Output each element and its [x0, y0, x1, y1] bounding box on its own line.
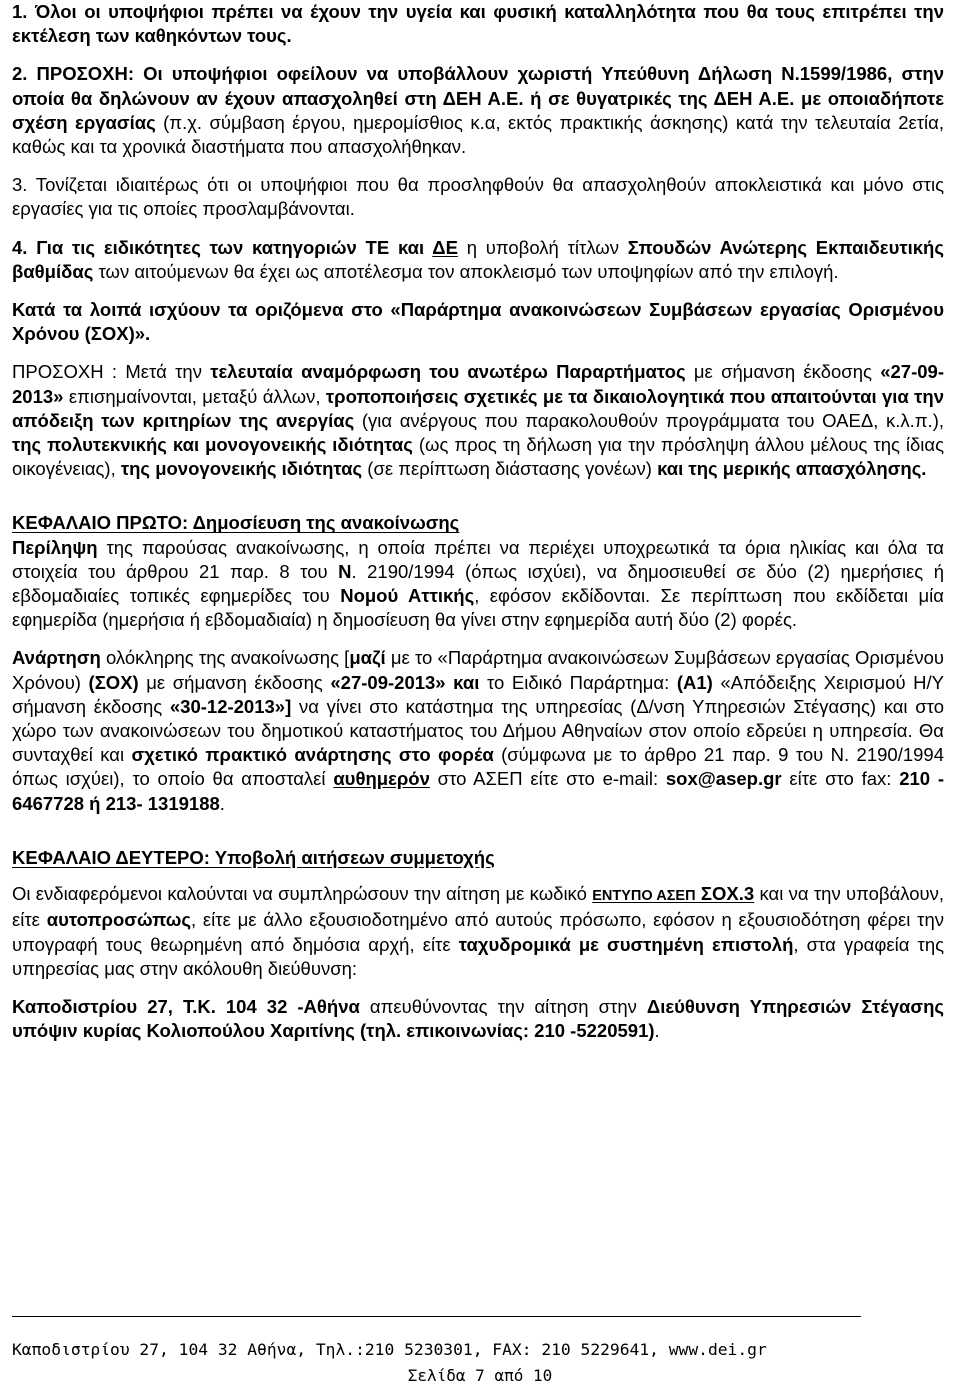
- paragraph-5: Κατά τα λοιπά ισχύουν τα οριζόμενα στο «Παράρτημα ανακοινώσεων Συμβάσεων εργασίας Ορισμένου Χρόνου (ΣΟΧ)».: [12, 299, 944, 345]
- paragraph-3: 3. Τονίζεται ιδιαιτέρως ότι οι υποψήφιοι που θα προσληφθούν θα απασχοληθούν αποκλειστικά και μόνο στις εργασίες για τις οποίες προσλαμβάνονται.: [12, 174, 944, 220]
- page-number: Σελίδα 7 από 10: [407, 1366, 553, 1385]
- footer-divider: [12, 1316, 861, 1317]
- chapter-1-summary: Περίληψη της παρούσας ανακοίνωσης, η οποία πρέπει να περιέχει υποχρεωτικά τα όρια ηλικίας και όλα τα στοιχεία του άρθρου 21 παρ. 8 του Ν. 2190/1994 (όπως ισχύει), να δημοσιευθεί σε δύο (2) ημερήσιες ή εβδομαδιαίες τοπικές εφημερίδες του Νομού Αττικής, εφόσον εκδίδονται. Σε περίπτωση που εκδίδεται μία εφημερίδα (ημερήσια ή εβδομαδιαία) η δημοσίευση θα γίνει στην εφημερίδα αυτή δύο (2) φορές.: [12, 536, 944, 631]
- chapter-2-address: Καποδιστρίου 27, Τ.Κ. 104 32 -Αθήνα απευθύνοντας την αίτηση στην Διεύθυνση Υπηρεσιών Στέγασης υπόψιν κυρίας Κολιοπούλου Χαριτίνης (τηλ. επικοινωνίας: 210 -5220591).: [12, 995, 944, 1042]
- paragraph-1: 1. Όλοι οι υποψήφιοι πρέπει να έχουν την υγεία και φυσική καταλληλότητα που θα τους επιτρέπει την εκτέλεση των καθηκόντων τους.: [12, 1, 944, 47]
- chapter-1-heading: ΚΕΦΑΛΑΙΟ ΠΡΩΤΟ: Δημοσίευση της ανακοίνωσης: [12, 512, 460, 534]
- paragraph-2: 2. ΠΡΟΣΟΧΗ: Οι υποψήφιοι οφείλουν να υποβάλλουν χωριστή Υπεύθυνη Δήλωση Ν.1599/1986, στην οποία θα δηλώνουν αν έχουν απασχοληθεί στη ΔΕΗ Α.Ε. ή σε θυγατρικές της ΔΕΗ Α.Ε. με οποιαδήποτε σχέση εργασίας (π.χ. σύμβαση έργου, ημερομίσθιος κ.α, εκτός πρακτικής άσκησης) κατά την τελευταία 2ετία, καθώς και τα χρονικά διαστήματα που απασχολήθηκαν.: [12, 63, 944, 158]
- footer-address: Καποδιστρίου 27, 104 32 Αθήνα, Τηλ.:210 5230301, FAX: 210 5229641, www.dei.gr: [12, 1340, 767, 1359]
- paragraph-attention: ΠΡΟΣΟΧΗ : Μετά την τελευταία αναμόρφωση του ανωτέρω Παραρτήματος με σήμανση έκδοσης «27-09-2013» επισημαίνονται, μεταξύ άλλων, τροποποιήσεις σχετικές με τα δικαιολογητικά που απαιτούνται για την απόδειξη των κριτηρίων της ανεργίας (για ανέργους που παρακολουθούν προγράμματα του ΟΑΕΔ, κ.λ.π.), της πολυτεκνικής και μονογονεικής ιδιότητας (ως προς τη δήλωση για την πρόσληψη άλλου μέλους της ίδιας οικογένειας), της μονογονεικής ιδιότητας (σε περίπτωση διάστασης γονέων) και της μερικής απασχόλησης.: [12, 361, 945, 480]
- chapter-2-submission: Οι ενδιαφερόμενοι καλούνται να συμπληρώσουν την αίτηση με κωδικό ΕΝΤΥΠΟ ΑΣΕΠ ΣΟΧ.3 και να την υποβάλουν, είτε αυτοπροσώπως, είτε με άλλο εξουσιοδοτημένο από αυτούς πρόσωπο, εφόσον η εξουσιοδότηση φέρει την υπογραφή τους θεωρημένη από δημόσια αρχή, είτε ταχυδρομικά με συστημένη επιστολή, στα γραφεία της υπηρεσίας μας στην ακόλουθη διεύθυνση:: [12, 883, 945, 979]
- email-address[interactable]: sox@asep.gr: [665, 768, 782, 790]
- chapter-2-heading: ΚΕΦΑΛΑΙΟ ΔΕΥΤΕΡΟ: Υποβολή αιτήσεων συμμετοχής: [12, 846, 495, 868]
- paragraph-4: 4. Για τις ειδικότητες των κατηγοριών ΤΕ και ΔΕ η υποβολή τίτλων Σπουδών Ανώτερης Εκπαιδευτικής βαθμίδας των αιτούμενων θα έχει ως αποτέλεσμα τον αποκλεισμό των υποψηφίων από την επιλογή.: [12, 236, 944, 282]
- chapter-1-posting: Ανάρτηση ολόκληρης της ανακοίνωσης [μαζί με το «Παράρτημα ανακοινώσεων Συμβάσεων εργασίας Ορισμένου Χρόνου) (ΣΟΧ) με σήμανση έκδοσης «27-09-2013» και το Ειδικό Παράρτημα: (Α1) «Απόδειξης Χειρισμού Η/Υ σήμανση έκδοσης «30-12-2013»] να γίνει στο κατάστημα της υπηρεσίας (Δ/νση Υπηρεσιών Στέγασης) και στο χώρο των ανακοινώσεων του δημοτικού καταστήματος του Δήμου Αθηναίων στον οποίο εδρεύει η υπηρεσία. Θα συνταχθεί και σχετικό πρακτικό ανάρτησης στο φορέα (σύμφωνα με το άρθρο 21 παρ. 9 του Ν. 2190/1994 όπως ισχύει), το οποίο θα αποσταλεί αυθημερόν στο ΑΣΕΠ είτε στο e-mail: sox@asep.gr είτε στο fax: 210 - 6467728 ή 213- 1319188.: [12, 647, 944, 814]
- document-body: [12, 0, 944, 1043]
